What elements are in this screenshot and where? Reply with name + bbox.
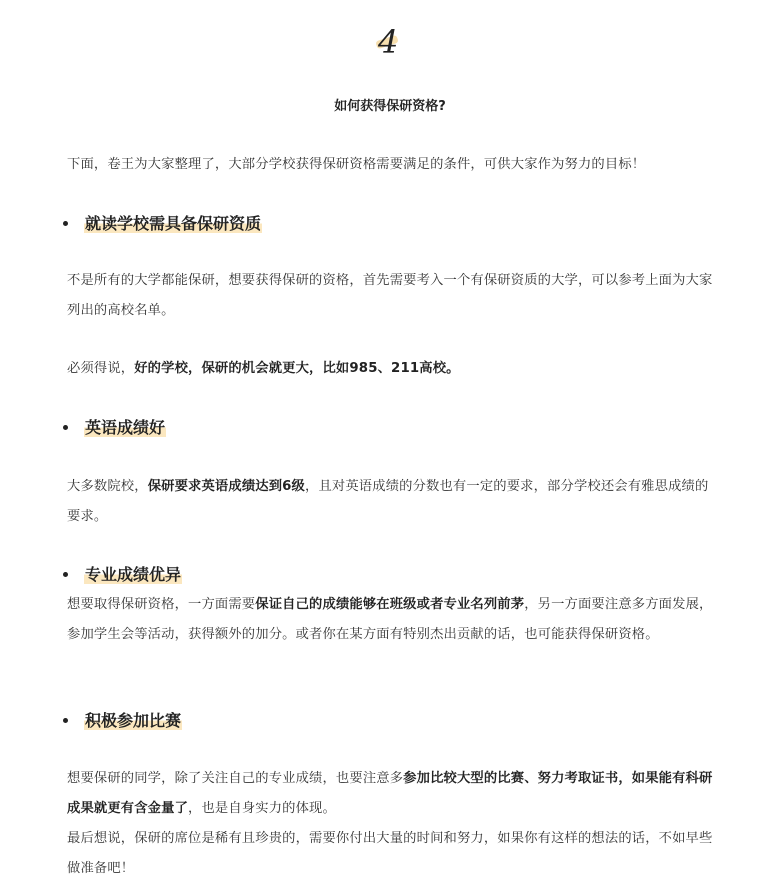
bold-text: 保研要求英语成绩达到6级 [147, 479, 306, 494]
text-run: 想要取得保研资格，一方面需要 [67, 597, 256, 612]
text-run: 必须得说， [67, 361, 135, 376]
heading-text: 英语成绩好 [85, 418, 166, 437]
bullet-dot [63, 425, 68, 430]
section-heading-school [63, 211, 262, 237]
text-run: ，且对英语成绩的分数也有一定的要求，部分学校还会有雅思成绩的要求。 [67, 479, 709, 524]
school-paragraph: 不是所有的大学都能保研，想要获得保研的资格，首先需要考入一个有保研资质的大学，可以参考上面为大家列出的高校名单。 [67, 273, 713, 318]
section-number: 4 [378, 23, 399, 61]
grades-paragraph [67, 590, 717, 650]
school-note-paragraph [67, 354, 717, 384]
heading-text: 积极参加比赛 [85, 711, 182, 730]
heading-text: 就读学校需具备保研资质 [85, 214, 262, 233]
closing-paragraph: 最后想说，保研的席位是稀有且珍贵的，需要你付出大量的时间和努力，如果你有这样的想法的话，不如早些做准备吧！ [67, 831, 713, 876]
text-run: ，另一方面要注意多方面发展，参加学生会等活动，获得额外的加分。或者你在某方面有特别杰出贡献的话，也可能获得保研资格。 [67, 597, 713, 642]
section-heading-english [63, 415, 166, 441]
text-run: ，也是自身实力的体现。 [188, 801, 336, 816]
text-run: 大多数院校， [67, 479, 148, 494]
competitions-paragraph [67, 764, 717, 824]
english-paragraph [67, 472, 717, 532]
bold-text: 保证自己的成绩能够在班级或者专业名列前茅 [255, 597, 525, 612]
section-heading-grades [63, 562, 182, 588]
bullet-dot [63, 718, 68, 723]
article-title: 如何获得保研资格? [334, 99, 446, 114]
heading-text: 专业成绩优异 [85, 565, 182, 584]
section-number-badge [370, 24, 410, 60]
bullet-dot [63, 572, 68, 577]
intro-paragraph: 下面，卷王为大家整理了，大部分学校获得保研资格需要满足的条件，可供大家作为努力的目标！ [67, 157, 646, 172]
bold-text: 参加比较大型的比赛、努力考取证书，如果能有科研成果就更有含金量了 [67, 771, 713, 816]
section-heading-competitions [63, 708, 182, 734]
bold-text: 好的学校，保研的机会就更大，比如985、211高校。 [134, 361, 460, 376]
text-run: 想要保研的同学，除了关注自己的专业成绩，也要注意多 [67, 771, 404, 786]
bullet-dot [63, 221, 68, 226]
